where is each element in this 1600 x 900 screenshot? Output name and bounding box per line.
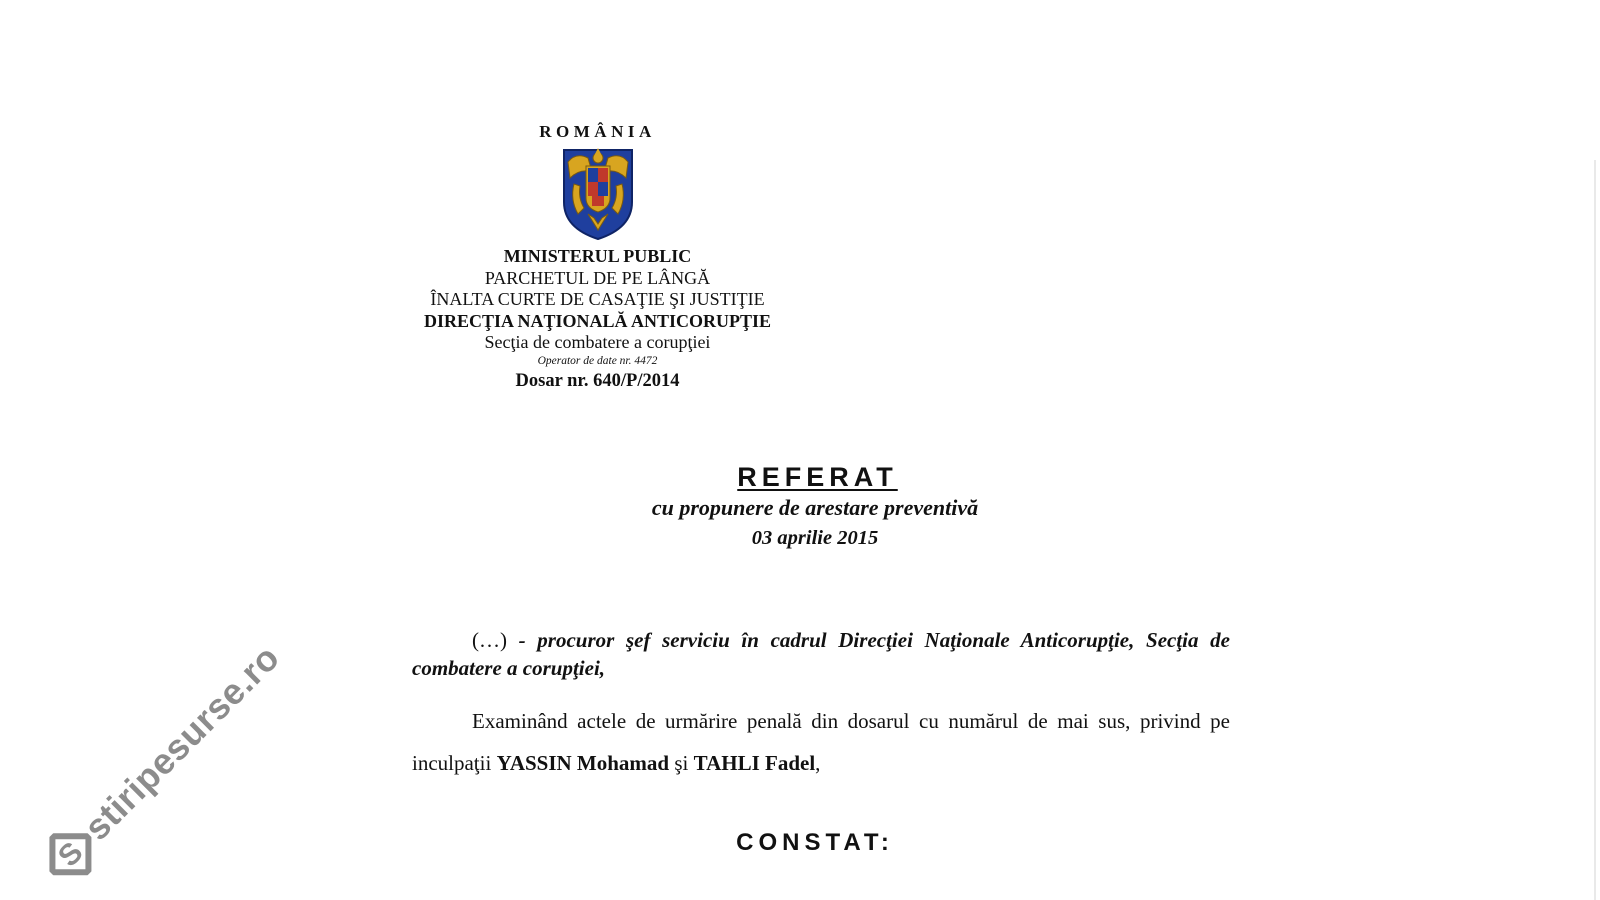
constat-heading: CONSTAT: [736, 829, 894, 856]
redacted-name: (…) [472, 628, 519, 652]
institution-header [400, 122, 795, 393]
svg-text:S: S [52, 835, 90, 874]
parchet-line-2: ÎNALTA CURTE DE CASAŢIE ŞI JUSTIŢIE [430, 289, 765, 309]
watermark [28, 617, 311, 900]
ministry-name: MINISTERUL PUBLIC [503, 246, 692, 266]
document-title: REFERAT [737, 462, 898, 492]
watermark-text: stiripesurse.ro [76, 636, 288, 848]
defendant-1: YASSIN Mohamad [496, 751, 670, 775]
section-name: Secţia de combatere a corupţiei [484, 332, 711, 352]
document-title-block [400, 462, 1230, 552]
page-edge-shadow [1594, 160, 1596, 900]
parchet-line-1: PARCHETUL DE PE LÂNGĂ [484, 267, 711, 288]
country-name: ROMÂNIA [539, 122, 656, 141]
directorate-name: DIRECŢIA NAŢIONALĂ ANTICORUPŢIE [423, 310, 772, 331]
coat-of-arms-icon [558, 144, 638, 242]
document-subtitle: cu propunere de arestare preventivă [651, 495, 979, 520]
operator-number: Operator de date nr. 4472 [537, 354, 658, 367]
connector-text: şi [669, 751, 694, 775]
case-number: Dosar nr. 640/P/2014 [515, 370, 680, 391]
paragraph-prosecutor [412, 626, 1230, 682]
paragraph-examination [412, 700, 1230, 784]
document-date: 03 aprilie 2015 [751, 527, 879, 549]
examination-text: Examinând actele de urmărire penală din dosarul cu numărul de mai sus, privind pe inculpaţii [412, 709, 1230, 775]
prosecutor-role: - procuror şef serviciu în cadrul Direcţiei Naţionale Anticorupţie, Secţia de combatere a corupţiei, [412, 628, 1230, 680]
defendant-2: TAHLI Fadel [693, 751, 816, 775]
paragraph-end: , [815, 751, 821, 775]
